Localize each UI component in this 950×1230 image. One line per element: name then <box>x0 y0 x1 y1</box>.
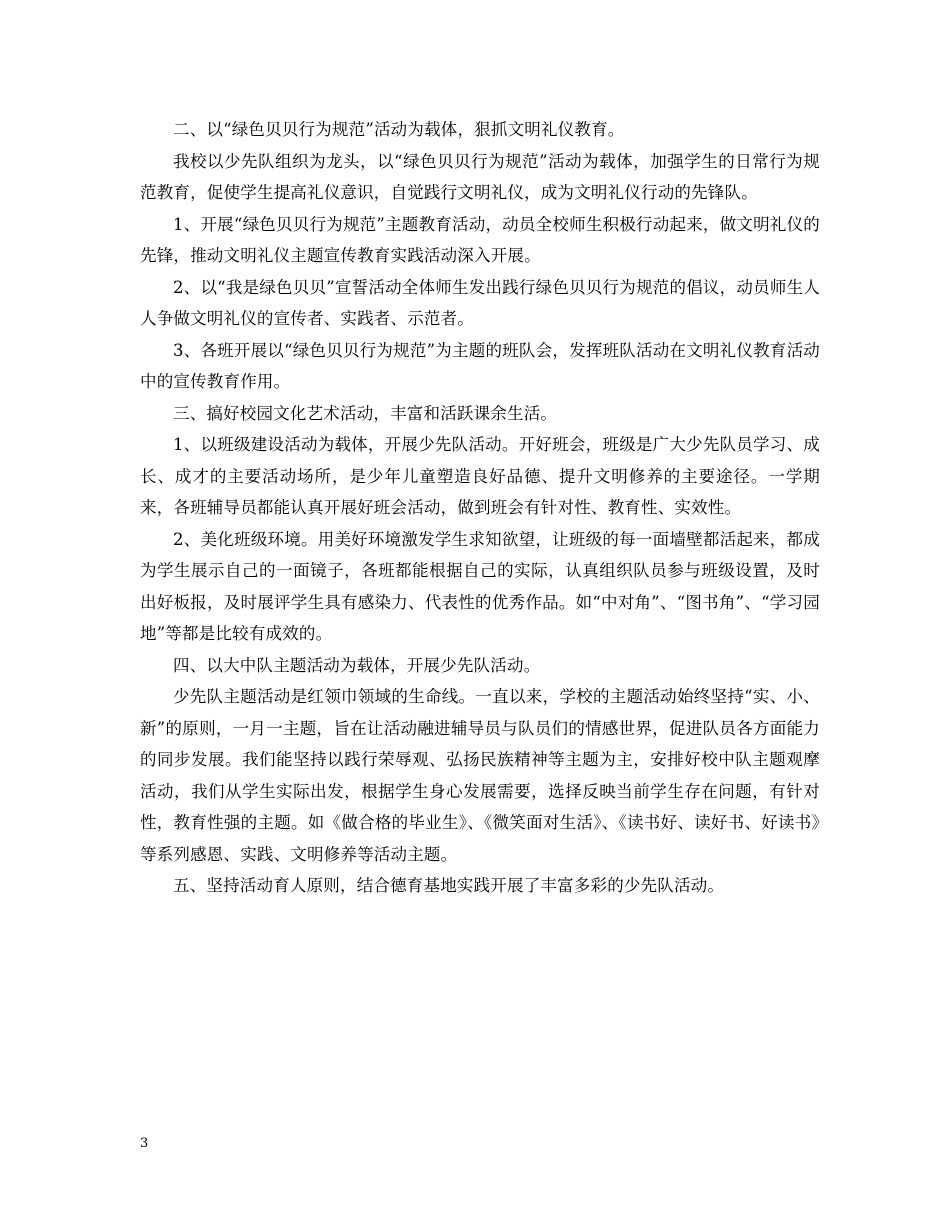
body-paragraph: 少先队主题活动是红领巾领域的生命线。一直以来，学校的主题活动始终坚持“实、小、新”的原则，一月一主题，旨在让活动融进辅导员与队员们的情感世界，促进队员各方面能力的同步发展。我们能坚持以践行荣辱观、弘扬民族精神等主题为主，安排好校中队主题观摩活动，我们从学生实际出发，根据学生身心发展需要，选择反映当前学生存在问题，有针对性，教育性强的主题。如《做合格的毕业生》、《微笑面对生活》、《读书好、读好书、好读书》等系列感恩、实践、文明修养等活动主题。 <box>140 687 820 864</box>
list-item-paragraph: 1、以班级建设活动为载体，开展少先队活动。开好班会，班级是广大少先队员学习、成长、成才的主要活动场所，是少年儿童塑造良好品德、提升文明修养的主要途径。一学期来，各班辅导员都能认真开展好班会活动，做到班会有针对性、教育性、实效性。 <box>140 435 820 517</box>
section-heading-3: 三、搞好校园文化艺术活动，丰富和活跃课余生活。 <box>173 403 558 423</box>
list-item-paragraph: 2、以“我是绿色贝贝”宣誓活动全体师生发出践行绿色贝贝行为规范的倡议，动员师生人人争做文明礼仪的宣传者、实践者、示范者。 <box>140 277 820 328</box>
section-heading-2: 二、以“绿色贝贝行为规范”活动为载体，狠抓文明礼仪教育。 <box>173 120 625 139</box>
document-body <box>140 114 820 902</box>
list-item-paragraph: 2、美化班级环境。用美好环境激发学生求知欲望，让班级的每一面墙壁都活起来，都成为学生展示自己的一面镜子，各班都能根据自己的实际，认真组织队员参与班级设置，及时出好板报，及时展评学生具有感染力、代表性的优秀作品。如“中对角”、“图书角”、“学习园地”等都是比较有成效的。 <box>140 529 820 643</box>
list-item-paragraph: 3、各班开展以“绿色贝贝行为规范”为主题的班队会，发挥班队活动在文明礼仪教育活动中的宣传教育作用。 <box>140 340 820 391</box>
section-heading-5: 五、坚持活动育人原则，结合德育基地实践开展了丰富多彩的少先队活动。 <box>173 876 725 895</box>
page-number: 3 <box>140 1136 149 1151</box>
section-heading-4: 四、以大中队主题活动为载体，开展少先队活动。 <box>173 655 541 675</box>
list-item-paragraph: 1、开展“绿色贝贝行为规范”主题教育活动，动员全校师生积极行动起来，做文明礼仪的先锋，推动文明礼仪主题宣传教育实践活动深入开展。 <box>140 214 820 265</box>
body-paragraph: 我校以少先队组织为龙头，以“绿色贝贝行为规范”活动为载体，加强学生的日常行为规范教育，促使学生提高礼仪意识，自觉践行文明礼仪，成为文明礼仪行动的先锋队。 <box>140 151 820 202</box>
